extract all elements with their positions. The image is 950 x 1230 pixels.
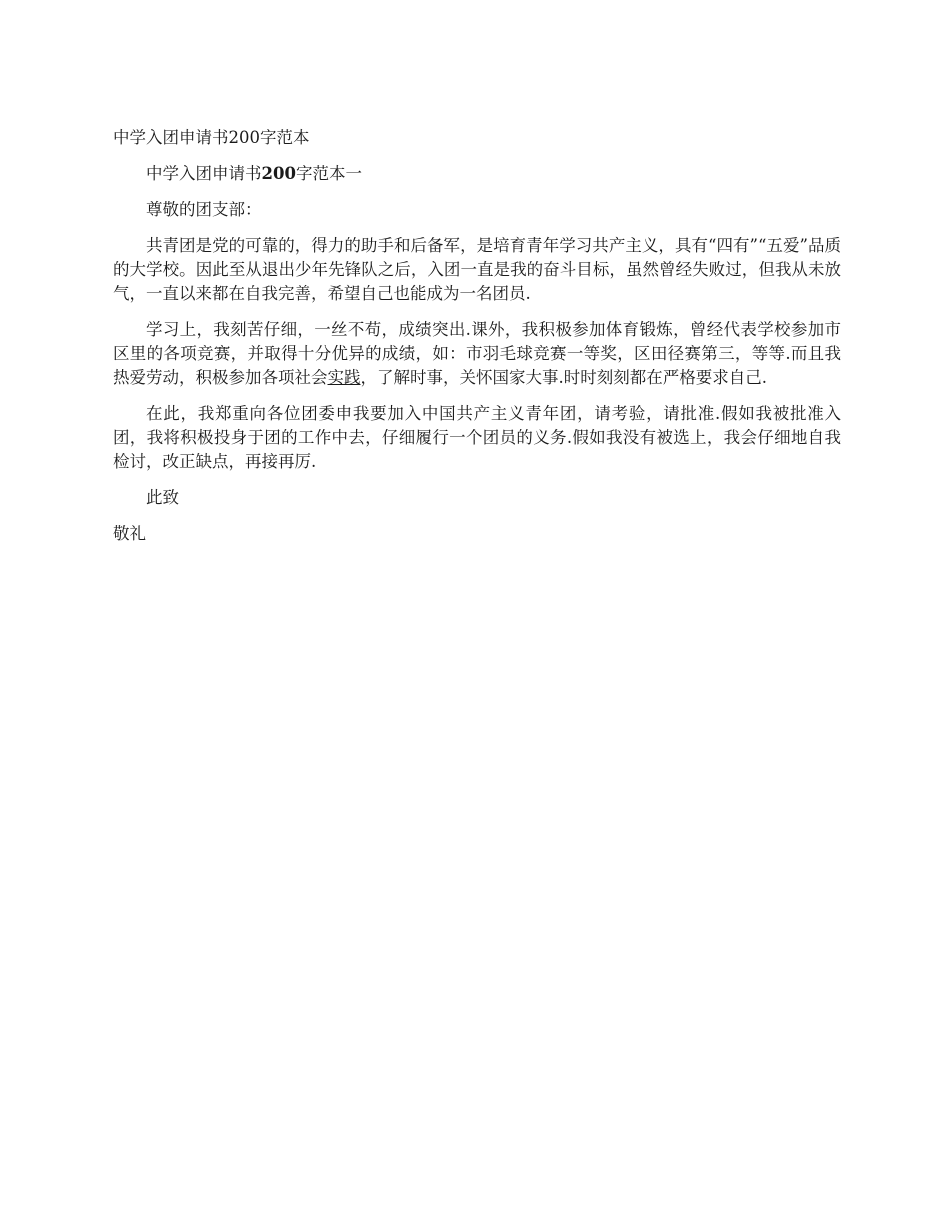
paragraph-2: [113, 318, 841, 390]
practice-link[interactable]: 实践: [327, 368, 361, 387]
subtitle-text: 中学入团申请书: [146, 164, 262, 183]
subtitle-number: 200: [261, 164, 296, 183]
salutation: 尊敬的团支部：: [146, 200, 262, 219]
document-title: 中学入团申请书200字范本: [113, 128, 310, 147]
subtitle-suffix: 字范本一: [295, 164, 362, 183]
regards: 敬礼: [113, 524, 146, 543]
paragraph-2-suffix: ，了解时事，关怀国家大事.时时刻刻都在严格要求自己.: [360, 368, 767, 387]
paragraph-3: 在此，我郑重向各位团委申我要加入中国共产主义青年团，请考验，请批准.假如我被批准入团，我将积极投身于团的工作中去，仔细履行一个团员的义务.假如我没有被选上，我会仔细地自我检讨，改正缺点，再接再厉.: [113, 404, 841, 471]
paragraph-1: 共青团是党的可靠的，得力的助手和后备军，是培育青年学习共产主义，具有“四有”“五爱”品质的大学校。因此至从退出少年先锋队之后，入团一直是我的奋斗目标，虽然曾经失败过，但我从未放气，一直以来都在自我完善，希望自己也能成为一名团员.: [113, 236, 841, 303]
closing: 此致: [146, 488, 179, 507]
document-body: [113, 126, 841, 558]
document-subtitle: [113, 162, 841, 186]
paragraph-2-text: 学习上，我刻苦仔细，一丝不苟，成绩突出.课外，我积极参加体育锻炼，曾经代表学校参加市区里的各项竞赛，并取得十分优异的成绩，如：市羽毛球竞赛一等奖，区田径赛第三，等等.而且我热爱劳动，积极参加各项社会: [113, 320, 841, 387]
